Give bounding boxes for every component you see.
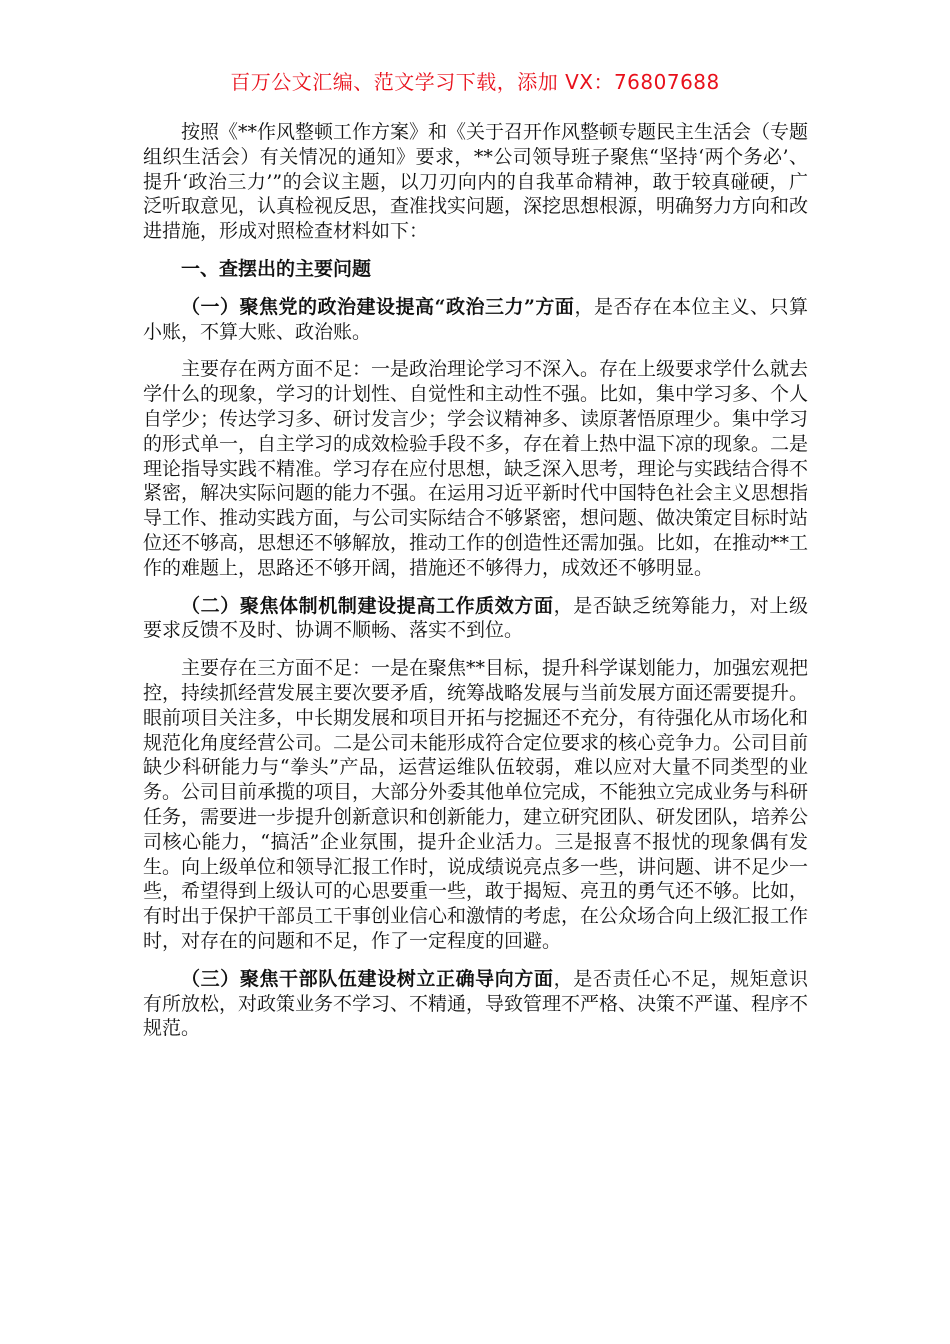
item-2-lead: （二）聚焦体制机制建设提高工作质效方面 — [181, 594, 554, 617]
item-1-heading-paragraph — [143, 295, 808, 345]
item-1-rest: ，是否存在本位主义、只算小账，不算大账、政治账。 — [143, 295, 808, 343]
item-3-lead: （三）聚焦干部队伍建设树立正确导向方面 — [181, 967, 554, 990]
intro-paragraph: 按照《**作风整顿工作方案》和《关于召开作风整顿专题民主生活会（专题组织生活会）有关情况的通知》要求，**公司领导班子聚焦“坚持‘两个务必’、提升‘政治三力’”的会议主题，以刀刃向内的自我革命精神，敢于较真碰硬，广泛听取意见，认真检视反思，查准找实问题，深挖思想根源，明确努力方向和改进措施，形成对照检查材料如下： — [143, 121, 809, 243]
item-2-heading-paragraph — [143, 594, 808, 644]
item-3-heading-paragraph — [143, 967, 808, 1041]
document-body — [143, 120, 808, 1041]
section-heading: 一、查摆出的主要问题 — [181, 257, 372, 280]
item-3-rest: ，是否责任心不足，规矩意识有所放松，对政策业务不学习、不精通，导致管理不严格、决策不严谨、程序不规范。 — [143, 967, 809, 1040]
item-2-detail-paragraph: 主要存在三方面不足：一是在聚焦**目标，提升科学谋划能力，加强宏观把控，持续抓经营发展主要次要矛盾，统筹战略发展与当前发展方面还需要提升。眼前项目关注多，中长期发展和项目开拓与挖掘还不充分，有待强化从市场化和规范化角度经营公司。二是公司未能形成符合定位要求的核心竞争力。公司目前缺少科研能力与“拳头”产品，运营运维队伍较弱，难以应对大量不同类型的业务。公司目前承揽的项目，大部分外委其他单位完成，不能独立完成业务与科研任务，需要进一步提升创新意识和创新能力，建立研究团队、研发团队，培养公司核心能力，“搞活”企业氛围，提升企业活力。三是报喜不报忧的现象偶有发生。向上级单位和领导汇报工作时，说成绩说亮点多一些，讲问题、讲不足少一些，希望得到上级认可的心思要重一些，敢于揭短、亮丑的勇气还不够。比如，有时出于保护干部员工干事创业信心和激情的考虑，在公众场合向上级汇报工作时，对存在的问题和不足，作了一定程度的回避。 — [143, 657, 809, 952]
item-2-rest: ，是否缺乏统筹能力，对上级要求反馈不及时、协调不顺畅、落实不到位。 — [143, 594, 808, 642]
watermark-banner: 百万公文汇编、范文学习下载，添加 VX：76807688 — [230, 70, 720, 94]
item-1-lead: （一）聚焦党的政治建设提高“政治三力”方面 — [181, 295, 575, 318]
item-1-detail-paragraph: 主要存在两方面不足：一是政治理论学习不深入。存在上级要求学什么就去学什么的现象，学习的计划性、自觉性和主动性不强。比如，集中学习多、个人自学少；传达学习多、研讨发言少；学会议精神多、读原著悟原理少。集中学习的形式单一，自主学习的成效检验手段不多，存在着上热中温下凉的现象。二是理论指导实践不精准。学习存在应付思想，缺乏深入思考，理论与实践结合得不紧密，解决实际问题的能力不强。在运用习近平新时代中国特色社会主义思想指导工作、推动实践方面，与公司实际结合不够紧密，想问题、做决策定目标时站位还不够高，思想还不够解放，推动工作的创造性还需加强。比如，在推动**工作的难题上，思路还不够开阔，措施还不够得力，成效还不够明显。 — [143, 358, 809, 579]
